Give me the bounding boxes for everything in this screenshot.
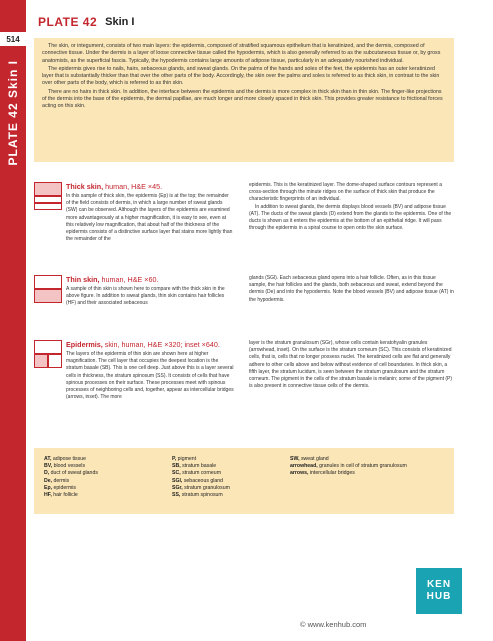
abbr-item: HF, hair follicle	[44, 492, 78, 499]
abbr-item: P, pigment	[172, 456, 197, 462]
section-text-col2b: In addition to sweat glands, the dermis displays blood vessels (BV) and adipose tissue (AT). The ducts of the sweat glands (D) extend from the glands to the epidermis. One of the ducts is shown as it enters the epidermis at the bottom of an epithelial ridge. It will pass through the epidermis in a spiral course to open onto the skin surface.	[249, 203, 452, 232]
page-title-bar	[26, 12, 134, 32]
abbreviations-col-3	[290, 456, 410, 478]
section-thin-skin	[34, 275, 454, 325]
intro-paragraph-1: The skin, or integument, consists of two main layers: the epidermis, composed of stratified squamous epithelium that is keratinized, and the dermis, composed of connective tissue. Under the dermis is a layer of loose connective tissue called the hypodermis, which is also generally referred to as the subcutaneous tissue or, by gross anatomists, as the superficial fascia. Typically, the hypodermis contains large amounts of adipose tissue, particularly in an adequately nourished individual.	[42, 43, 441, 64]
abbr-item: SW, sweat gland	[290, 456, 329, 462]
abbr-item: De, dermis	[44, 477, 70, 484]
intro-paragraph-3: There are no hairs in thick skin. In addition, the interface between the epidermis and the dermis is more complex in thick skin than in thin skin. The finger-like projections of the dermis into the base of the epidermis, the dermal papillae, are much longer and more closely spaced in thick skin. This provides greater resistance to frictional forces acting on this skin.	[42, 88, 443, 110]
section-title: Thin skin, human, H&E ×60.	[66, 275, 159, 284]
intro-paragraph-2: The epidermis gives rise to nails, hairs, sebaceous glands, and sweat glands. On the palms of the hands and soles of the feet, the epidermis has an outer keratinized layer that is substantially thicker than that over the other parts of the body. Accordingly, the skin over the palms and soles is referred to as thick skin, in contrast to the skin over other parts of the body, which is referred to as thin skin.	[42, 65, 440, 87]
abbr-item: Ep, epidermis	[44, 484, 77, 491]
copyright-footer: © www.kenhub.com	[300, 620, 367, 629]
abbr-item: SGr, stratum granulosum	[172, 484, 230, 491]
section-text-col2: glands (SGl). Each sebaceous gland opens into a hair follicle. Often, as in this tissue sample, the hair follicles and the glands, both sebaceous and sweat, extend beyond the dermis (De) and into the hypodermis. Note the blood vessels (BV) and adipose tissue (AT) in the hypodermis.	[249, 275, 454, 303]
section-title: Epidermis, skin, human, H&E ×320; inset ×640.	[66, 340, 220, 349]
page-subtitle: Skin I	[105, 16, 135, 28]
section-thick-skin	[34, 182, 454, 262]
section-text: The layers of the epidermis of thin skin are shown here at higher magnification. The cell layer that occupies the deepest location is the stratum basale (SB). This is one cell deep. Just above this is a layer several cells in thickness, the stratum spinosum (SS). It consists of cells that have spinous processes on their surface. These processes meet with spinous processes of neighboring cells and, together, appear as intercellular bridges (arrows, inset). The more	[66, 351, 234, 401]
abbr-item: D, duct of sweat glands	[44, 470, 98, 477]
abbr-item: SGl, sebaceous gland	[172, 477, 224, 484]
abbr-item: arrows, intercellular bridges	[290, 470, 355, 477]
section-text: In this sample of thick skin, the epidermis (Ep) is at the top; the remainder of the field consists of dermis, in which a large number of sweat glands (SW) can be observed. Although the layers of the epidermis are examined more advantageously at a higher magnification, it is easy to see, even at this relatively low magnification, that about half of the thickness of the epidermis consists of a distinctive surface layer that stains more lightly than the remainder of the	[66, 193, 233, 243]
section-text: A sample of thin skin is shown here to compare with the thick skin in the above figure. In addition to sweat glands, thin skin contains hair follicles (HF) and their associated sebaceous	[66, 286, 225, 307]
abbreviations-col-2	[172, 456, 230, 499]
section-epidermis	[34, 340, 454, 440]
section-text-col2: layer is the stratum granulosum (SGr), whose cells contain keratohyalin granules (arrowhead, inset). On the surface is the stratum corneum (SC). This consists of keratinized cells, that is, cells that no longer possess nuclei. The keratinized cells are flat and generally adhere to other cells above and below without evidence of cell boundaries. In thick skin, a fifth layer, the stratum lucidum, is seen between the stratum granulosum and the stratum corneum. The pigment in the cells of the stratum basale is melanin; some of the pigment (P) is also present in connective tissue cells of the dermis.	[249, 340, 453, 390]
abbr-item: SB, stratum basale	[172, 463, 217, 470]
red-sidebar	[0, 0, 26, 641]
section-title: Thick skin, human, H&E ×45.	[66, 182, 163, 191]
abbr-item: SC, stratum corneum	[172, 470, 222, 477]
abbr-item: BV, blood vessels	[44, 463, 86, 470]
abbreviations-box	[34, 448, 454, 514]
abbr-item: arrowhead, granules in cell of stratum granulosum	[290, 463, 407, 470]
page-title: PLATE 42	[38, 15, 98, 29]
intro-box	[34, 38, 454, 162]
section-text-col2: epidermis. This is the keratinized layer. The dome-shaped surface contours represent a cross-section through the minute ridges on the surface of thick skin that produce the characteristic fingerprints of an individual.	[249, 182, 442, 203]
page-number: 514	[0, 32, 26, 46]
abbr-item: AT, adipose tissue	[44, 456, 87, 462]
side-label: PLATE 42 Skin I	[6, 60, 20, 166]
kenhub-logo: KEN HUB	[416, 568, 462, 614]
abbr-item: SS, stratum spinosum	[172, 492, 223, 499]
abbreviations-col-1	[44, 456, 98, 499]
